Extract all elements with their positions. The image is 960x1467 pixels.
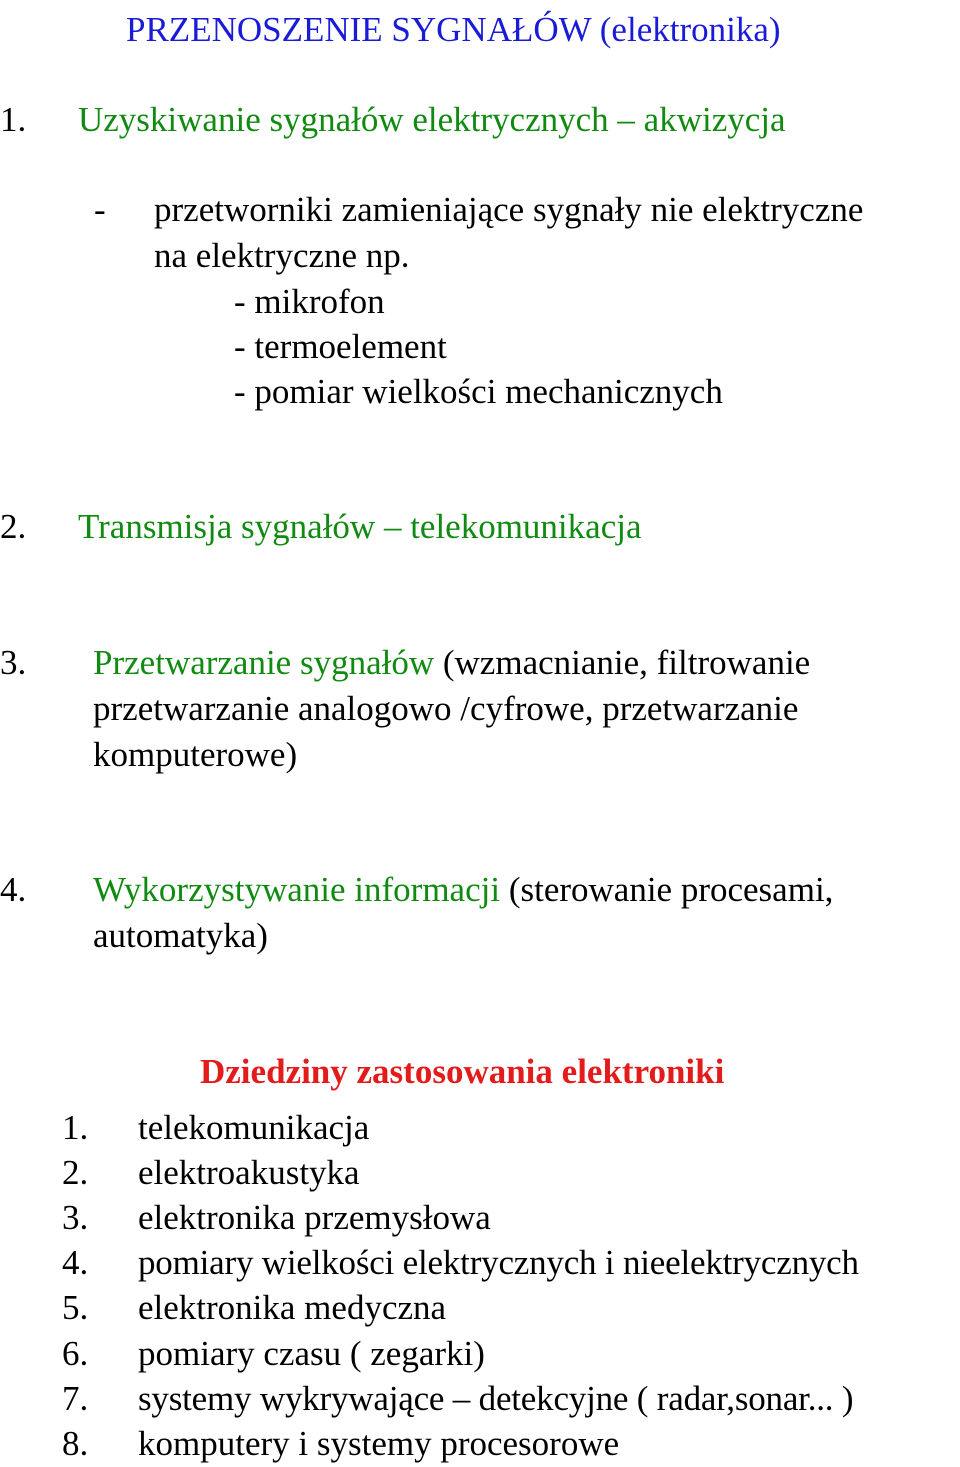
- section-3-heading: Przetwarzanie sygnałów: [93, 643, 435, 682]
- section-3-line-2: przetwarzanie analogowo /cyfrowe, przetwarzanie: [93, 689, 799, 728]
- application-item: pomiary wielkości elektrycznych i nieelektrycznych: [138, 1243, 859, 1282]
- application-number: 2.: [62, 1153, 89, 1192]
- application-item: komputery i systemy procesorowe: [138, 1424, 620, 1463]
- section-1-sub-item: - pomiar wielkości mechanicznych: [234, 372, 723, 411]
- application-item: systemy wykrywające – detekcyjne ( radar,sonar... ): [138, 1379, 854, 1418]
- section-4-rest: (sterowanie procesami,: [500, 870, 834, 909]
- page-title: PRZENOSZENIE SYGNAŁÓW (elektronika): [126, 10, 781, 49]
- application-item: pomiary czasu ( zegarki): [138, 1334, 485, 1373]
- applications-heading: Dziedziny zastosowania elektroniki: [200, 1052, 725, 1091]
- section-4-line-1: [93, 872, 833, 907]
- section-4-number: 4.: [0, 870, 27, 909]
- section-1-sub-item: - mikrofon: [234, 282, 385, 321]
- section-1-bullet-line-1: przetworniki zamieniające sygnały nie elektryczne: [154, 190, 864, 229]
- application-number: 4.: [62, 1243, 89, 1282]
- application-item: elektronika medyczna: [138, 1288, 447, 1327]
- section-3-line-3: komputerowe): [93, 735, 298, 774]
- section-3-number: 3.: [0, 643, 27, 682]
- application-item: elektroakustyka: [138, 1153, 360, 1192]
- application-number: 6.: [62, 1334, 89, 1373]
- section-2-heading: Transmisja sygnałów – telekomunikacja: [78, 507, 642, 546]
- section-1-sub-item: - termoelement: [234, 327, 447, 366]
- application-item: elektronika przemysłowa: [138, 1198, 491, 1237]
- section-3-line-1: [93, 645, 810, 680]
- section-4-heading: Wykorzystywanie informacji: [93, 870, 501, 909]
- section-4-line-2: automatyka): [93, 916, 268, 955]
- section-1-bullet-dash: -: [94, 190, 106, 229]
- section-1-bullet-line-2: na elektryczne np.: [154, 236, 410, 275]
- section-2-number: 2.: [0, 507, 27, 546]
- section-1-heading: Uzyskiwanie sygnałów elektrycznych – akwizycja: [78, 100, 786, 139]
- application-number: 5.: [62, 1288, 89, 1327]
- section-3-rest: (wzmacnianie, filtrowanie: [434, 643, 811, 682]
- application-number: 1.: [62, 1108, 89, 1147]
- application-number: 3.: [62, 1198, 89, 1237]
- section-1-number: 1.: [0, 100, 27, 139]
- application-number: 8.: [62, 1424, 89, 1463]
- application-item: telekomunikacja: [138, 1108, 370, 1147]
- application-number: 7.: [62, 1379, 89, 1418]
